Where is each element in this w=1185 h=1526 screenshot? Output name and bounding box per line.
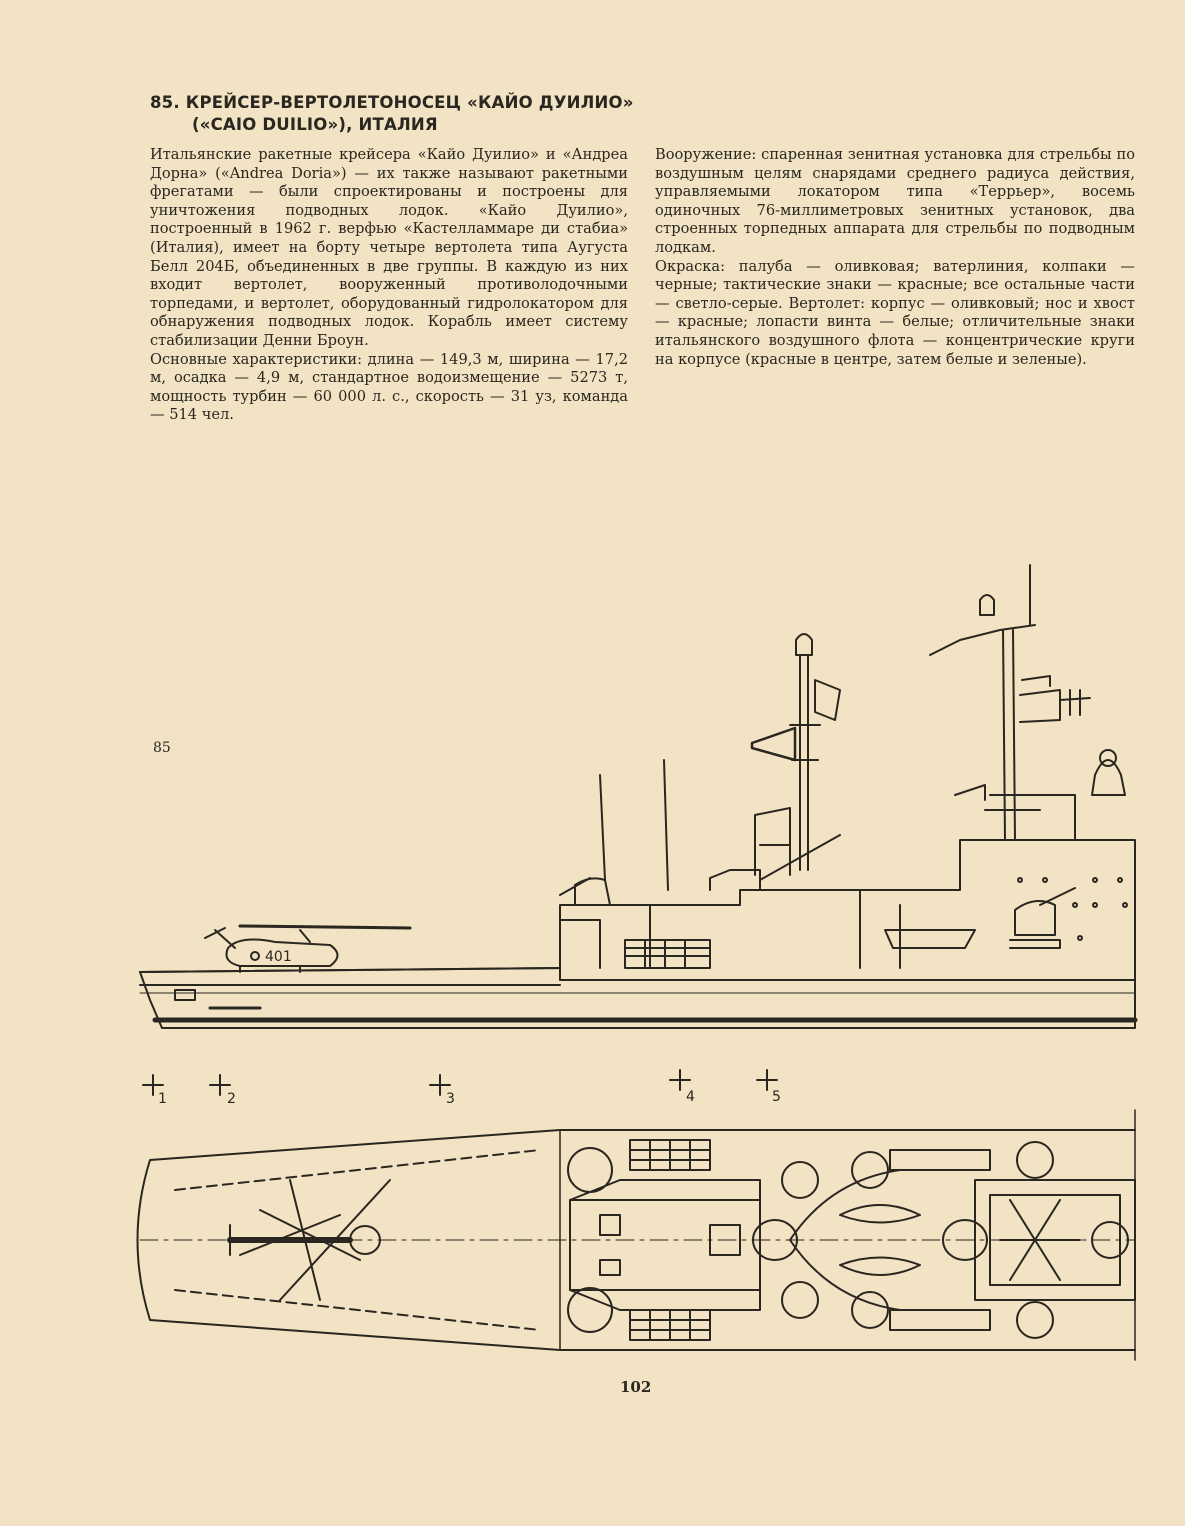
main-mast xyxy=(1003,630,1015,840)
figure-number: 85 xyxy=(153,740,171,756)
armament-paragraph: Вооружение: спаренная зенитная установка для стрельбы по воздушным целям снарядами среднего радиуса действия, управляемыми локатором типа «Террьер», восемь одиночных 76-миллиметровых зенитных установок, два строенных торпедных аппарата для стрельбы по подводным лодкам. xyxy=(655,146,1135,256)
flag xyxy=(752,728,795,760)
paint-scheme-paragraph: Окраска: палуба — оливковая; ватерлиния, колпаки — черные; тактические знаки — красные; все остальные части — светло-серые. Вертолет: корпус — оливковый; нос и хвост — красные; лопасти винта — белые; отличительные знаки итальянского воздушного флота — концентрические круги на корпусе (красные в центре, затем белые и зеленые). xyxy=(655,257,1135,368)
page-number: 102 xyxy=(620,1378,652,1396)
heading-line-1: 85. КРЕЙСЕР-ВЕРТОЛЕТОНОСЕЦ «КАЙО ДУИЛИО» xyxy=(150,93,634,112)
forward-superstructure xyxy=(560,840,1135,980)
flight-deck xyxy=(140,968,560,972)
helicopter-top xyxy=(230,1180,390,1300)
helicopter-code: 401 xyxy=(265,949,292,965)
ship-plan-view xyxy=(138,1110,1136,1360)
ship-profile-view xyxy=(140,565,1135,1028)
section-mark-1: 1 xyxy=(158,1091,167,1107)
radio-mast-1 xyxy=(600,775,605,880)
gun-mount-forward xyxy=(575,878,610,905)
heading-line-2: («CAIO DUILIO»), ИТАЛИЯ xyxy=(192,115,438,134)
boat xyxy=(885,930,975,948)
section-marks xyxy=(143,1070,781,1107)
intro-paragraph: Итальянские ракетные крейсера «Кайо Дуилио» и «Андреа Дорна» («Andrea Doria») — их также называют ракетными фрегатами — были спроектированы и построены для уничтожения подводных лодок. «Кайо Дуилио», построенный в 1962 г. верфью «Кастелламмаре ди стабиа» (Италия), имеет на борту четыре вертолета типа Аугуста Белл 204Б, объединенных в две группы. В каждую из них входит вертолет, вооруженный противолодочными торпедами, и вертолет, оборудованный гидролокатором для обнаружения подводных лодок. Корабль имеет систему стабилизации Денни Броун. xyxy=(150,146,628,349)
section-mark-5: 5 xyxy=(772,1089,781,1105)
gun-mount-aft xyxy=(1015,901,1055,935)
section-mark-3: 3 xyxy=(446,1091,455,1107)
radio-mast-2 xyxy=(664,760,668,890)
section-mark-2: 2 xyxy=(227,1091,236,1107)
forward-mast xyxy=(800,655,808,870)
helicopter-side xyxy=(205,926,410,972)
section-mark-4: 4 xyxy=(686,1089,695,1105)
specifications-paragraph: Основные характеристики: длина — 149,3 м, ширина — 17,2 м, осадка — 4,9 м, стандартное водоизмещение — 5273 т, мощность турбин — 60 000 л. с., скорость — 31 уз, команда — 514 чел. xyxy=(150,350,628,424)
